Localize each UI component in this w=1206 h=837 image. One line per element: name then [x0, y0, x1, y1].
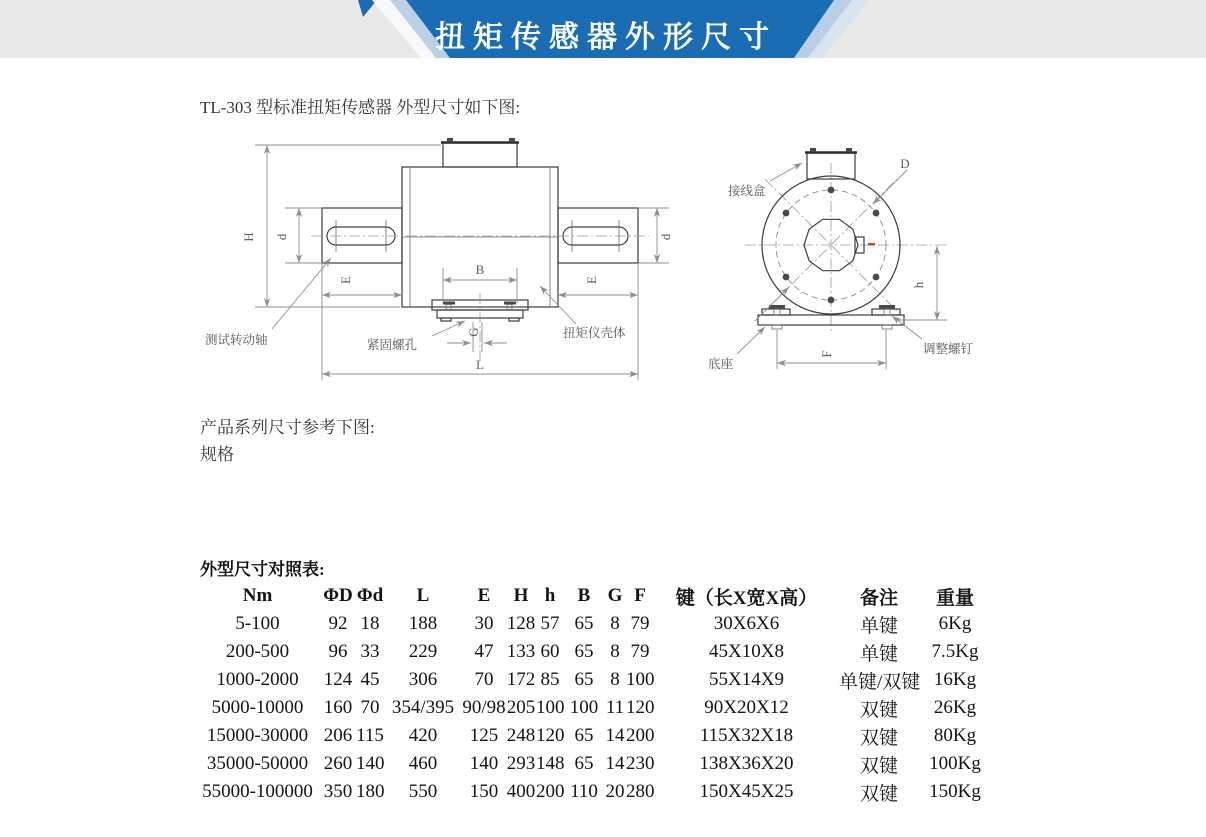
table-cell: 90/98 — [462, 697, 506, 718]
side-view-drawing — [205, 138, 673, 380]
table-cell: 双键 — [859, 699, 898, 721]
table-cell: 110 — [570, 781, 598, 802]
table-cell: 57 — [540, 613, 560, 634]
table-cell: 150 — [469, 781, 499, 802]
front-view-drawing — [708, 148, 974, 371]
table-cell: 双键 — [859, 727, 898, 749]
column-header: ΦD — [323, 585, 353, 606]
table-cell: 5000-10000 — [211, 697, 304, 718]
table-cell: 100 — [626, 669, 655, 690]
intro-text: TL-303 型标准扭矩传感器 外型尺寸如下图: — [200, 98, 521, 117]
table-cell: 150X45X25 — [699, 781, 794, 802]
table-cell: 单键 — [859, 615, 898, 637]
column-header: F — [634, 585, 646, 606]
table-row — [195, 666, 991, 694]
table-cell: 8 — [610, 669, 620, 690]
table-cell: 8 — [610, 613, 620, 634]
banner-corner-accent — [358, 0, 377, 17]
table-cell: 双键 — [859, 783, 898, 805]
table-cell: 70 — [360, 697, 380, 718]
column-header: E — [477, 585, 491, 606]
dim-label-E-left: E — [338, 276, 353, 284]
table-cell: 550 — [408, 781, 438, 802]
dim-label-F: F — [819, 350, 834, 358]
table-cell: 14 — [605, 725, 625, 746]
table-cell: 230 — [626, 753, 655, 774]
table-cell: 96 — [328, 641, 348, 662]
table-cell: 30 — [474, 613, 494, 634]
callout-junction-box: 接线盒 — [728, 184, 766, 198]
column-header: 备注 — [859, 587, 898, 609]
table-cell: 65 — [574, 641, 594, 662]
table-cell: 150Kg — [929, 781, 981, 802]
table-row — [195, 750, 991, 778]
table-cell: 90X20X12 — [704, 697, 789, 718]
table-cell: 79 — [630, 641, 650, 662]
table-cell: 125 — [469, 725, 499, 746]
table-cell: 6Kg — [938, 613, 972, 634]
table-cell: 65 — [574, 753, 594, 774]
table-cell: 15000-30000 — [206, 725, 309, 746]
series-note-line1: 产品系列尺寸参考下图: — [200, 418, 375, 437]
callout-test-shaft: 测试转动轴 — [205, 333, 268, 347]
column-header: L — [416, 585, 430, 606]
table-cell: 70 — [474, 669, 494, 690]
table-cell: 35000-50000 — [206, 753, 309, 774]
table-cell: 188 — [408, 613, 438, 634]
table-cell: 120 — [536, 725, 565, 746]
column-header: 键（长X宽X高） — [675, 587, 818, 609]
table-cell: 5-100 — [235, 613, 280, 634]
table-title: 外型尺寸对照表: — [200, 560, 325, 579]
table-cell: 140 — [469, 753, 499, 774]
series-note-line2: 规格 — [200, 445, 234, 464]
table-cell: 47 — [474, 641, 494, 662]
table-cell: 354/395 — [391, 697, 455, 718]
table-cell: 100 — [536, 697, 565, 718]
table-row — [195, 638, 991, 666]
table-cell: 138X36X20 — [699, 753, 794, 774]
dim-label-d-left: d — [274, 233, 289, 241]
table-cell: 单键 — [859, 643, 898, 665]
table-cell: 33 — [360, 641, 380, 662]
table-cell: 55000-100000 — [202, 781, 313, 802]
table-cell: 65 — [574, 613, 594, 634]
table-cell: 400 — [506, 781, 536, 802]
dim-label-D: D — [900, 156, 910, 171]
column-header: G — [607, 585, 623, 606]
table-cell: 8 — [610, 641, 620, 662]
dim-label-E-right: E — [584, 276, 599, 284]
table-cell: 128 — [506, 613, 536, 634]
table-cell: 180 — [356, 781, 385, 802]
table-cell: 248 — [506, 725, 536, 746]
table-cell: 11 — [605, 697, 625, 718]
table-row — [195, 778, 991, 806]
table-cell: 172 — [506, 669, 536, 690]
table-cell: 80Kg — [933, 725, 977, 746]
table-cell: 16Kg — [933, 669, 977, 690]
table-cell: 18 — [360, 613, 380, 634]
table-cell: 120 — [626, 697, 655, 718]
dim-label-h: h — [911, 281, 926, 289]
table-cell: 65 — [574, 669, 594, 690]
dim-label-B: B — [475, 262, 485, 277]
table-cell: 115 — [356, 725, 384, 746]
table-cell: 160 — [323, 697, 353, 718]
table-cell: 45 — [360, 669, 380, 690]
table-cell: 100 — [569, 697, 599, 718]
technical-drawing — [195, 125, 1005, 395]
dim-label-L: L — [476, 357, 484, 372]
page-title: 扭矩传感器外形尺寸 — [435, 21, 777, 54]
table-row — [195, 694, 991, 722]
table-cell: 200 — [536, 781, 565, 802]
series-note — [200, 414, 375, 468]
table-cell: 115X32X18 — [699, 725, 794, 746]
callout-base: 底座 — [708, 357, 734, 371]
table-cell: 420 — [408, 725, 438, 746]
table-cell: 140 — [356, 753, 385, 774]
table-header-row — [195, 582, 991, 610]
table-cell: 14 — [605, 753, 625, 774]
table-cell: 20 — [605, 781, 625, 802]
table-cell: 45X10X8 — [709, 641, 784, 662]
table-cell: 293 — [506, 753, 536, 774]
table-cell: 205 — [506, 697, 536, 718]
table-cell: 60 — [540, 641, 560, 662]
table-cell: 350 — [323, 781, 353, 802]
dim-label-G: G — [466, 327, 481, 337]
column-header: B — [577, 585, 591, 606]
dim-label-H: H — [241, 232, 256, 242]
table-cell: 30X6X6 — [713, 613, 780, 634]
column-header: Nm — [242, 585, 273, 606]
table-cell: 306 — [408, 669, 438, 690]
table-cell: 124 — [323, 669, 353, 690]
table-cell: 1000-2000 — [216, 669, 299, 690]
column-header: Φd — [356, 585, 384, 606]
table-cell: 200 — [626, 725, 655, 746]
table-cell: 双键 — [859, 755, 898, 777]
callout-adjust-screw: 调整螺钉 — [923, 342, 974, 356]
table-cell: 79 — [630, 613, 650, 634]
table-cell: 26Kg — [933, 697, 977, 718]
column-header: h — [544, 585, 556, 606]
table-cell: 133 — [506, 641, 536, 662]
column-header: H — [513, 585, 529, 606]
callout-fastening-holes: 紧固螺孔 — [367, 338, 418, 352]
table-row — [195, 722, 991, 750]
table-cell: 55X14X9 — [709, 669, 784, 690]
red-mark — [868, 243, 875, 246]
dimension-table — [195, 582, 991, 806]
table-cell: 92 — [328, 613, 348, 634]
table-cell: 460 — [408, 753, 438, 774]
table-cell: 229 — [408, 641, 438, 662]
table-cell: 260 — [323, 753, 353, 774]
table-cell: 85 — [540, 669, 560, 690]
dim-label-d-right: d — [658, 233, 673, 241]
table-row — [195, 610, 991, 638]
column-header: 重量 — [935, 587, 974, 609]
table-cell: 148 — [536, 753, 565, 774]
table-cell: 206 — [323, 725, 353, 746]
table-cell: 7.5Kg — [931, 641, 979, 662]
table-cell: 单键/双键 — [839, 671, 921, 693]
table-cell: 65 — [574, 725, 594, 746]
table-cell: 200-500 — [225, 641, 290, 662]
table-cell: 280 — [626, 781, 655, 802]
callout-housing: 扭矩仪壳体 — [563, 326, 626, 340]
table-cell: 100Kg — [929, 753, 981, 774]
